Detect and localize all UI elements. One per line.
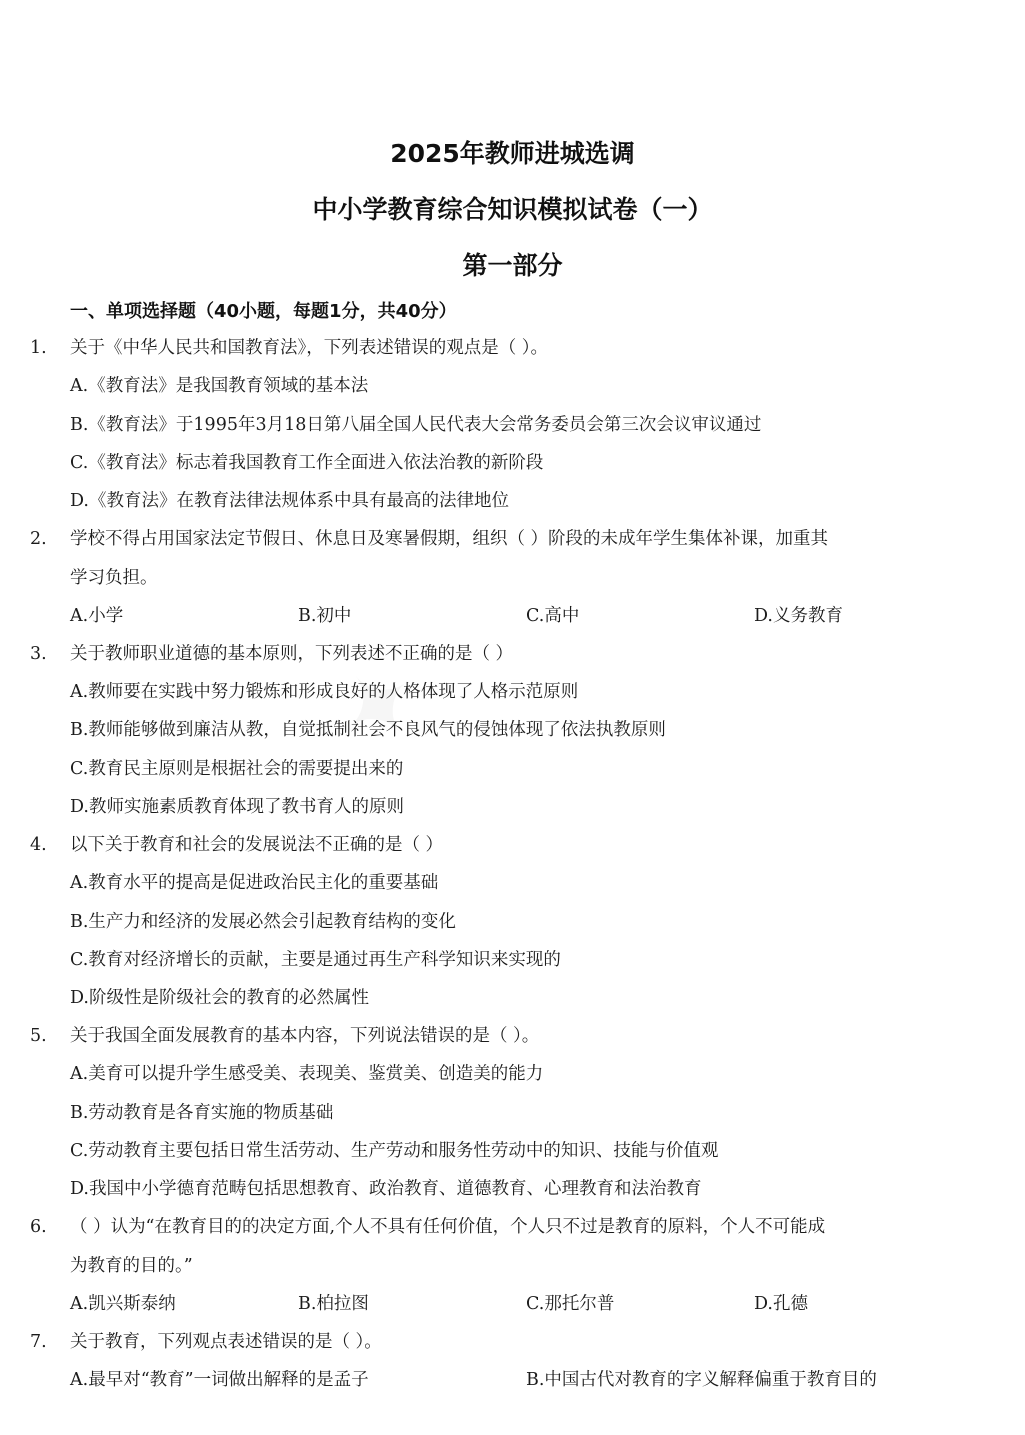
option: A.《教育法》是我国教育领域的基本法 [70,376,369,396]
question-stem: 以下关于教育和社会的发展说法不正确的是（ ） [70,835,444,855]
exam-title-line2: 中小学教育综合知识模拟试卷（一） [312,195,713,224]
question-stem: 关于教师职业道德的基本原则，下列表述不正确的是（ ） [70,644,514,664]
option: D.孔德 [754,1294,808,1314]
option: B.初中 [298,606,352,626]
option: D.我国中小学德育范畴包括思想教育、政治教育、道德教育、心理教育和法治教育 [70,1179,702,1199]
part-heading: 第一部分 [462,251,563,280]
question-number: 2. [30,529,47,549]
section-heading: 一、单项选择题（40小题，每题1分，共40分） [70,301,457,322]
option: B.劳动教育是各育实施的物质基础 [70,1103,334,1123]
question-stem-cont: 学习负担。 [70,568,158,588]
option: D.义务教育 [754,606,843,626]
option: C.《教育法》标志着我国教育工作全面进入依法治教的新阶段 [70,453,544,473]
option: D.阶级性是阶级社会的教育的必然属性 [70,988,369,1008]
option: B.中国古代对教育的字义解释偏重于教育目的 [526,1370,877,1390]
option: C.劳动教育主要包括日常生活劳动、生产劳动和服务性劳动中的知识、技能与价值观 [70,1141,719,1161]
question-number: 3. [30,644,47,664]
question-number: 7. [30,1332,47,1352]
option: C.教育对经济增长的贡献，主要是通过再生产科学知识来实现的 [70,950,561,970]
question-stem: （ ）认为“在教育目的的决定方面,个人不具有任何价值，个人只不过是教育的原料，个人不可能成 [70,1217,826,1237]
option: C.教育民主原则是根据社会的需要提出来的 [70,759,404,779]
option: A.教师要在实践中努力锻炼和形成良好的人格体现了人格示范原则 [70,682,579,702]
option: A.凯兴斯泰纳 [70,1294,176,1314]
option: B.教师能够做到廉洁从教，自觉抵制社会不良风气的侵蚀体现了依法执教原则 [70,720,666,740]
question-stem: 关于《中华人民共和国教育法》，下列表述错误的观点是（ ）。 [70,338,549,358]
question-number: 5. [30,1026,47,1046]
option: A.最早对“教育”一词做出解释的是孟子 [70,1370,369,1390]
option: D.《教育法》在教育法律法规体系中具有最高的法律地位 [70,491,509,511]
option: B.生产力和经济的发展必然会引起教育结构的变化 [70,912,456,932]
option: D.教师实施素质教育体现了教书育人的原则 [70,797,404,817]
option: C.高中 [526,606,580,626]
question-number: 4. [30,835,47,855]
question-number: 6. [30,1217,47,1237]
question-stem: 关于教育，下列观点表述错误的是（ ）。 [70,1332,382,1352]
option: A.小学 [70,606,124,626]
question-stem-cont: 为教育的目的。” [70,1256,193,1276]
question-stem: 学校不得占用国家法定节假日、休息日及寒暑假期，组织（ ）阶段的未成年学生集体补课，加重其 [70,529,829,549]
question-number: 1. [30,338,47,358]
question-stem: 关于我国全面发展教育的基本内容，下列说法错误的是（ ）。 [70,1026,540,1046]
option: C.那托尔普 [526,1294,615,1314]
option: B.《教育法》于1995年3月18日第八届全国人民代表大会常务委员会第三次会议审议通过 [70,415,762,435]
exam-title-line1: 2025年教师进城选调 [390,139,635,168]
option: B.柏拉图 [298,1294,369,1314]
option: A.美育可以提升学生感受美、表现美、鉴赏美、创造美的能力 [70,1064,544,1084]
option: A.教育水平的提高是促进政治民主化的重要基础 [70,873,439,893]
